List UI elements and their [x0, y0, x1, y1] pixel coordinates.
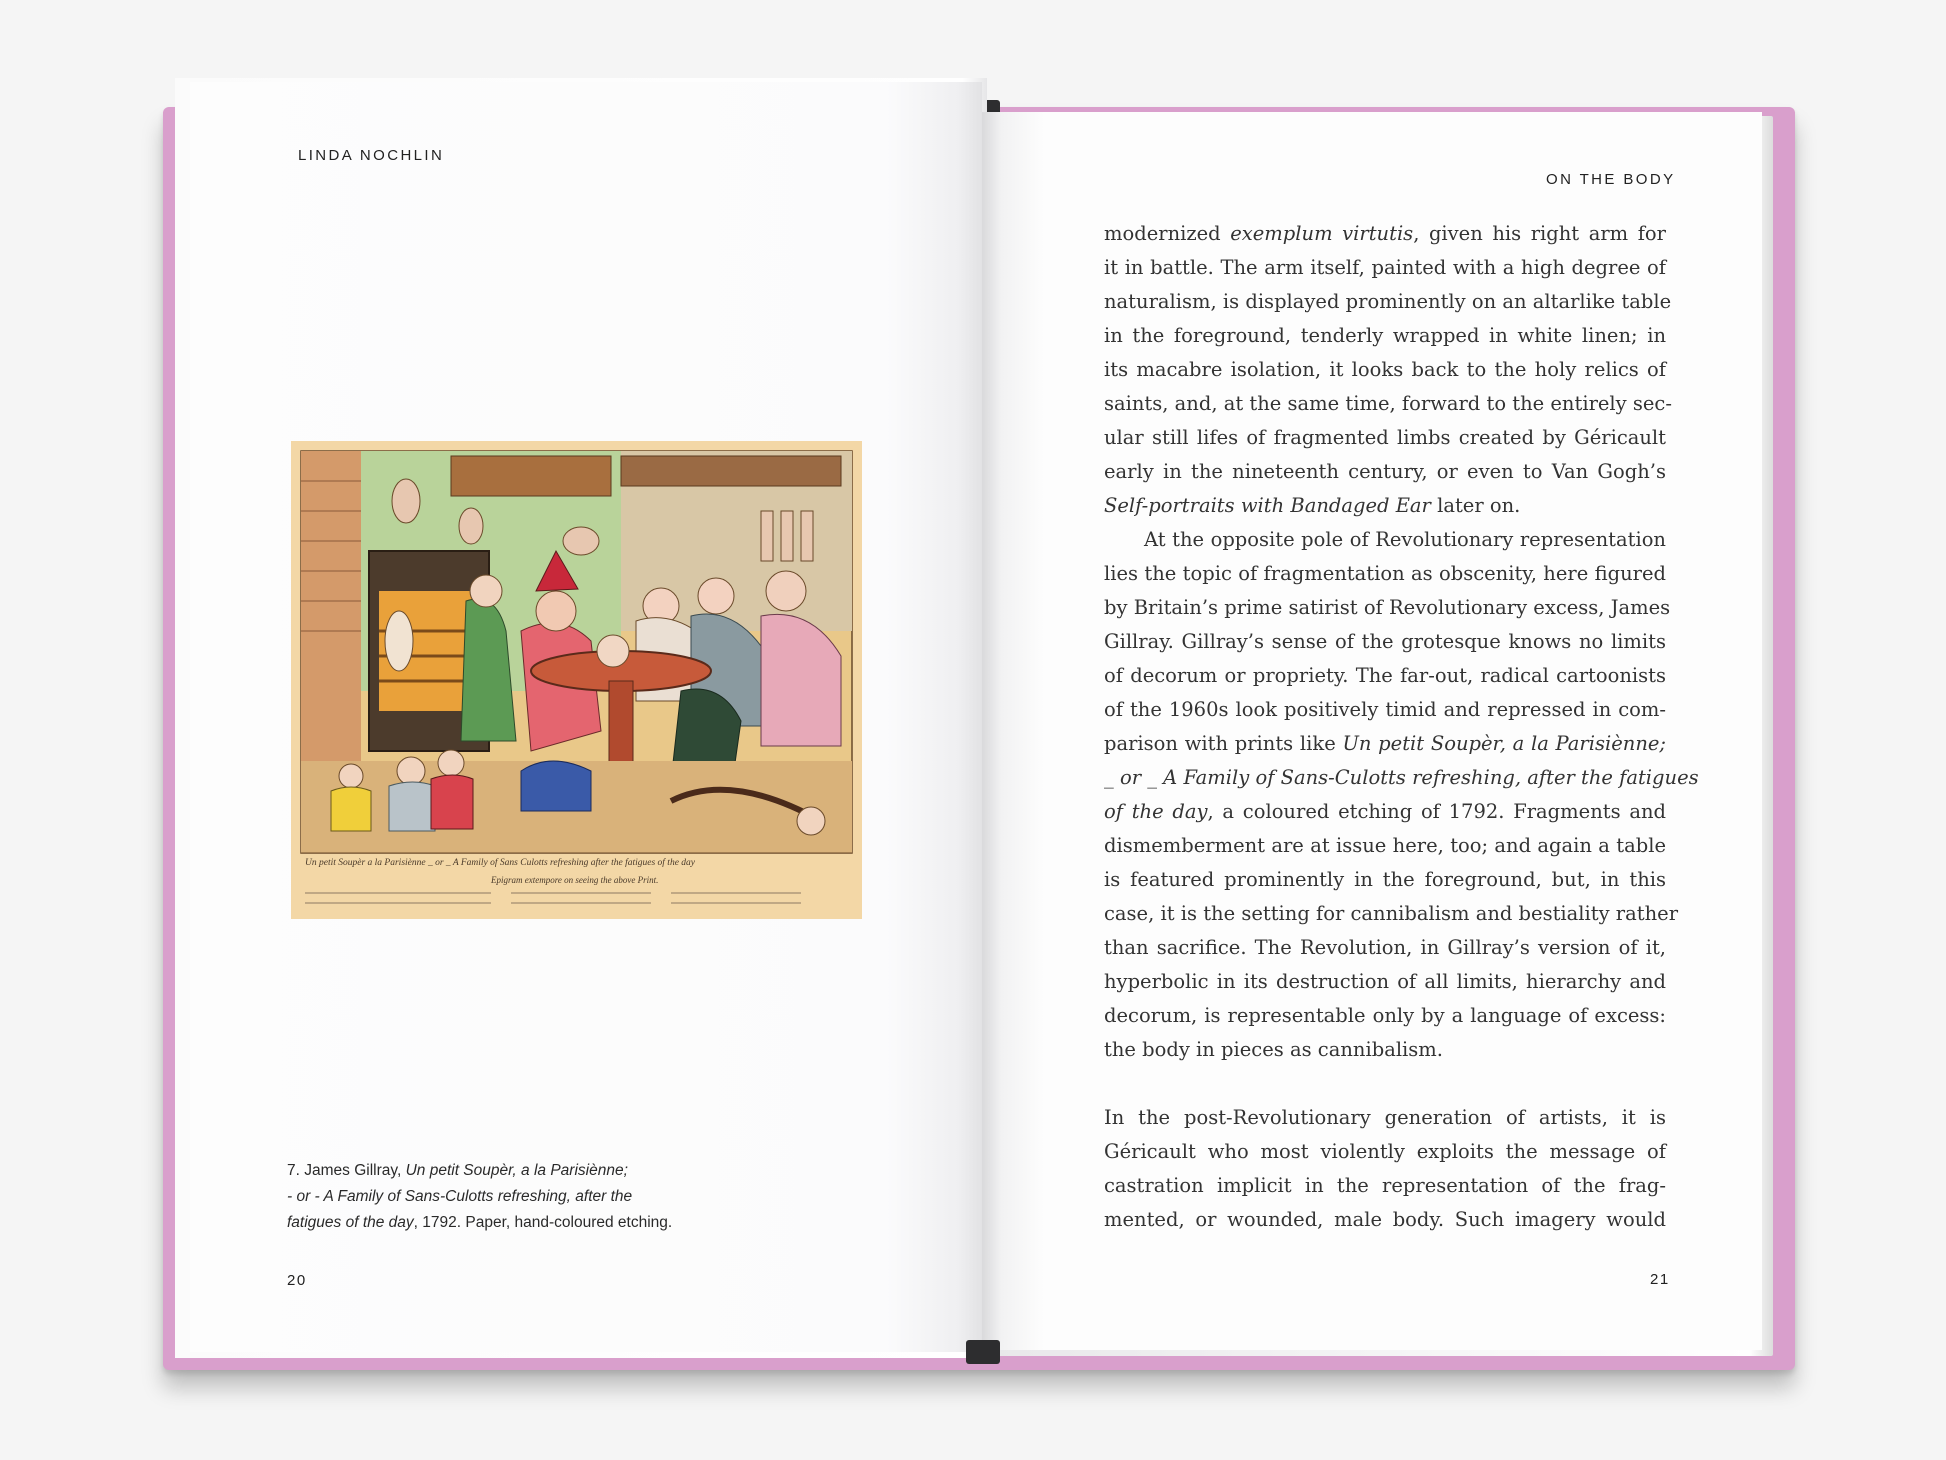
- running-head-author: LINDA NOCHLIN: [298, 147, 445, 164]
- text-line: [1104, 523, 1666, 557]
- text-line: [1104, 557, 1666, 591]
- gillray-etching-illustration: [291, 441, 862, 919]
- text-run: is featured prominently in the foreground, but, in this: [1104, 868, 1666, 891]
- text-run: saints, and, at the same time, forward to the entirely sec-: [1104, 392, 1672, 415]
- etching-artwork: [291, 441, 862, 919]
- text-line: [1104, 863, 1666, 897]
- text-run: Géricault who most violently exploits the message of: [1104, 1140, 1666, 1163]
- figure-caption: [287, 1158, 747, 1236]
- caption-details: , 1792. Paper, hand-coloured etching.: [413, 1214, 673, 1231]
- text-line: [1104, 761, 1699, 795]
- text-run: dismemberment are at issue here, too; and again a table: [1104, 834, 1666, 857]
- page-number-right: 21: [1650, 1271, 1670, 1288]
- text-run: parison with prints like: [1104, 732, 1343, 755]
- text-line: [1104, 931, 1666, 965]
- text-run: the body in pieces as cannibalism.: [1104, 1038, 1443, 1061]
- text-line: [1104, 1169, 1666, 1203]
- text-line: [1104, 1135, 1666, 1169]
- text-run: , a coloured etching of 1792. Fragments and: [1207, 800, 1666, 823]
- text-run: , given his right arm for: [1413, 222, 1666, 245]
- text-run: hyperbolic in its destruction of all limits, hierarchy and: [1104, 970, 1666, 993]
- text-run: case, it is the setting for cannibalism and bestiality rather: [1104, 902, 1679, 925]
- running-head-title: ON THE BODY: [1546, 171, 1676, 188]
- text-run: mented, or wounded, male body. Such imagery would: [1104, 1208, 1666, 1231]
- text-run: Gillray. Gillray’s sense of the grotesque knows no limits: [1104, 630, 1666, 653]
- italic-text: Un petit Soupèr, a la Parisiènne;: [1342, 732, 1666, 755]
- text-line: [1104, 727, 1666, 761]
- page-number-left: 20: [287, 1272, 307, 1289]
- text-run: modernized: [1104, 222, 1231, 245]
- text-line: [1104, 965, 1666, 999]
- text-line: [1104, 319, 1666, 353]
- text-run: At the opposite pole of Revolutionary representation: [1144, 528, 1666, 551]
- text-run: early in the nineteenth century, or even to Van Gogh’s: [1104, 460, 1666, 483]
- text-line: [1104, 353, 1666, 387]
- text-line: [1104, 455, 1666, 489]
- italic-text: _ or _ A Family of Sans-Culotts refreshing, after the fatigues: [1104, 766, 1699, 789]
- text-line: [1104, 1033, 1666, 1067]
- text-line: [1104, 1203, 1666, 1237]
- caption-title-part2: - or - A Family of Sans-Culotts refreshing, after the: [287, 1188, 633, 1205]
- text-line: [1104, 999, 1666, 1033]
- text-run: of the 1960s look positively timid and repressed in com-: [1104, 698, 1666, 721]
- text-run: castration implicit in the representation of the frag-: [1104, 1174, 1666, 1197]
- plate-title-inscription: Un petit Soupèr a la Parisiènne _ or _ A Family of Sans Culotts refreshing after the fatigues of the day: [305, 858, 696, 868]
- text-run: lies the topic of fragmentation as obscenity, here figured: [1104, 562, 1666, 585]
- spine-binding-bottom: [966, 1340, 1000, 1364]
- text-run: it in battle. The arm itself, painted with a high degree of: [1104, 256, 1666, 279]
- text-line: [1104, 421, 1666, 455]
- text-line: [1104, 829, 1666, 863]
- paragraph-gap: [1104, 1067, 1666, 1101]
- text-line: [1104, 591, 1671, 625]
- italic-text: of the day: [1104, 800, 1208, 823]
- text-line: [1104, 387, 1672, 421]
- text-line: [1104, 489, 1666, 523]
- text-line: [1104, 217, 1666, 251]
- plate-epigram-heading: Epigram extempore on seeing the above Print.: [491, 875, 659, 885]
- text-line: [1104, 285, 1672, 319]
- text-line: [1104, 897, 1679, 931]
- text-run: of decorum or propriety. The far-out, radical cartoonists: [1104, 664, 1666, 687]
- text-run: than sacrifice. The Revolution, in Gillray’s version of it,: [1104, 936, 1666, 959]
- caption-number-artist: 7. James Gillray,: [287, 1162, 406, 1179]
- text-run: in the foreground, tenderly wrapped in white linen; in: [1104, 324, 1666, 347]
- text-line: [1104, 795, 1666, 829]
- text-line: [1104, 1101, 1666, 1135]
- text-line: [1104, 625, 1666, 659]
- text-run: In the post-Revolutionary generation of artists, it is: [1104, 1106, 1666, 1129]
- caption-title-part3: fatigues of the day: [287, 1214, 414, 1231]
- italic-text: Self-portraits with Bandaged Ear: [1104, 494, 1431, 517]
- text-run: decorum, is representable only by a language of excess:: [1104, 1004, 1666, 1027]
- text-run: its macabre isolation, it looks back to the holy relics of: [1104, 358, 1666, 381]
- text-line: [1104, 251, 1666, 285]
- text-run: later on.: [1430, 494, 1521, 517]
- body-text: [1104, 217, 1699, 1237]
- text-run: by Britain’s prime satirist of Revolutionary excess, James: [1104, 596, 1671, 619]
- caption-title-part1: Un petit Soupèr, a la Parisiènne;: [405, 1162, 628, 1179]
- text-line: [1104, 659, 1666, 693]
- text-line: [1104, 693, 1666, 727]
- italic-text: exemplum virtutis: [1230, 222, 1414, 245]
- text-run: ular still lifes of fragmented limbs created by Géricault: [1104, 426, 1666, 449]
- text-run: naturalism, is displayed prominently on an altarlike table: [1104, 290, 1672, 313]
